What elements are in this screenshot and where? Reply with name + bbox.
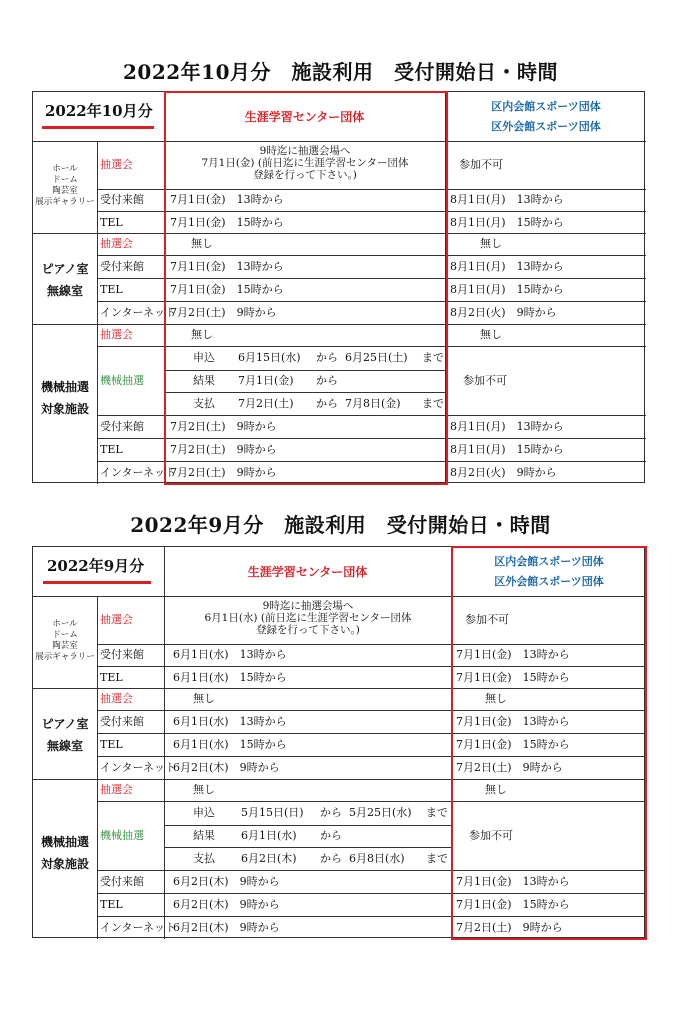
september-step-from: から: [320, 829, 342, 842]
september-machine-row-label: TEL: [100, 898, 123, 911]
september-hall-row-label: TEL: [100, 671, 123, 684]
september-piano-row-label: 抽選会: [100, 692, 133, 705]
september-step-date-to: 6月8日(水): [349, 852, 405, 865]
october-hall-facility: ホール ドーム 陶芸室 展示ギャラリー: [35, 164, 95, 207]
october-step-until: まで: [422, 351, 444, 364]
september-machine-row-sports: 7月2日(土) 9時から: [456, 921, 563, 934]
september-piano-row-sports: 7月1日(金) 15時から: [456, 738, 570, 751]
october-machine-lottery-sports: 無し: [480, 328, 502, 341]
october-machine-row-sports: 8月2日(火) 9時から: [450, 466, 557, 479]
september-machine-row-center: 6月2日(木) 9時から: [173, 898, 280, 911]
september-step-date-from: 6月1日(水): [241, 829, 297, 842]
september-title: 2022年9月分 施設利用 受付開始日・時間: [130, 513, 551, 537]
october-step-date-to: 6月25日(土): [345, 351, 408, 364]
october-machine-row-center: 7月2日(土) 9時から: [170, 420, 277, 433]
october-header-sports-1: 区内会館スポーツ団体: [491, 100, 601, 113]
october-machine-row-label: インターネット: [100, 466, 177, 479]
september-machine-facility: 機械抽選 対象施設: [40, 835, 89, 871]
september-piano-facility: ピアノ室 無線室: [41, 717, 89, 753]
october-machine-row-label: 受付来館: [100, 420, 144, 433]
september-hall-row-sports: 7月1日(金) 13時から: [456, 648, 570, 661]
september-machine-lottery-label: 抽選会: [100, 783, 133, 796]
september-step-date-from: 6月2日(木): [241, 852, 297, 865]
october-step-name: 申込: [193, 351, 215, 364]
october-step-date-to: 7月8日(金): [345, 397, 401, 410]
october-step-date-from: 7月1日(金): [238, 374, 294, 387]
october-piano-row-sports: 8月2日(火) 9時から: [450, 306, 557, 319]
september-piano-row-label: TEL: [100, 738, 123, 751]
september-header-sports-2: 区外会館スポーツ団体: [494, 575, 604, 588]
september-step-until: まで: [426, 806, 448, 819]
october-step-date-from: 7月2日(土): [238, 397, 294, 410]
october-hall-row-center: 7月1日(金) 15時から: [170, 216, 284, 229]
october-machine-facility: 機械抽選 対象施設: [40, 380, 89, 416]
october-header-center: 生涯学習センター団体: [244, 110, 365, 124]
september-month-underline: [43, 581, 151, 584]
october-hall-row-sports: 8月1日(月) 13時から: [450, 193, 564, 206]
september-hall-row-center: 6月1日(水) 13時から: [173, 648, 287, 661]
october-piano-facility: ピアノ室 無線室: [41, 262, 89, 298]
september-hall-row-label: 受付来館: [100, 648, 144, 661]
september-machine-row-center: 6月2日(木) 9時から: [173, 875, 280, 888]
september-machine-row-label: 受付来館: [100, 875, 144, 888]
october-machine-sports: 参加不可: [463, 374, 507, 387]
october-step-name: 結果: [193, 374, 215, 387]
september-hall-facility: ホール ドーム 陶芸室 展示ギャラリー: [35, 619, 95, 662]
september-machine-lottery-type-label: 機械抽選: [100, 829, 144, 842]
september-step-date-to: 5月25日(水): [349, 806, 412, 819]
september-piano-row-center: 6月2日(木) 9時から: [173, 761, 280, 774]
october-machine-lottery-type-label: 機械抽選: [100, 374, 144, 387]
september-step-name: 支払: [193, 852, 215, 865]
october-hall-row-label: 受付来館: [100, 193, 144, 206]
october-step-date-from: 6月15日(水): [238, 351, 301, 364]
october-piano-row-center: 7月1日(金) 13時から: [170, 260, 284, 273]
september-hall-row-center: 6月1日(水) 15時から: [173, 671, 287, 684]
october-hall-row-label: TEL: [100, 216, 123, 229]
october-step-until: まで: [422, 397, 444, 410]
october-header-sports-2: 区外会館スポーツ団体: [491, 120, 601, 133]
october-piano-row-sports: 8月1日(月) 15時から: [450, 283, 564, 296]
october-hall-lottery-center: 9時迄に抽選会場へ 7月1日(金) (前日迄に生涯学習センター団体 登録を行って下さい。): [201, 145, 409, 181]
october-title: 2022年10月分 施設利用 受付開始日・時間: [123, 60, 558, 84]
october-month-underline: [42, 126, 154, 129]
september-hall-lottery-sports: 参加不可: [465, 613, 509, 626]
october-step-from: から: [316, 351, 338, 364]
october-step-from: から: [316, 374, 338, 387]
october-machine-row-label: TEL: [100, 443, 123, 456]
october-table: [32, 91, 645, 483]
september-piano-row-sports: 7月1日(金) 13時から: [456, 715, 570, 728]
october-step-name: 支払: [193, 397, 215, 410]
october-machine-row-sports: 8月1日(月) 15時から: [450, 443, 564, 456]
october-piano-row-label: TEL: [100, 283, 123, 296]
september-header-sports-1: 区内会館スポーツ団体: [494, 555, 604, 568]
september-machine-lottery-sports: 無し: [485, 783, 507, 796]
september-step-until: まで: [426, 852, 448, 865]
october-piano-row-label: 受付来館: [100, 260, 144, 273]
october-piano-row-center: 7月1日(金) 15時から: [170, 283, 284, 296]
october-machine-row-sports: 8月1日(月) 13時から: [450, 420, 564, 433]
september-hall-lottery-center: 9時迄に抽選会場へ 6月1日(水) (前日迄に生涯学習センター団体 登録を行って下さい。): [204, 600, 412, 636]
october-machine-lottery-center: 無し: [191, 328, 213, 341]
september-machine-row-sports: 7月1日(金) 13時から: [456, 875, 570, 888]
october-hall-lottery-label: 抽選会: [100, 158, 133, 171]
october-step-from: から: [316, 397, 338, 410]
september-piano-row-center: 6月1日(水) 15時から: [173, 738, 287, 751]
september-step-from: から: [320, 852, 342, 865]
september-header-center: 生涯学習センター団体: [247, 565, 368, 579]
september-step-date-from: 5月15日(日): [241, 806, 304, 819]
october-machine-lottery-label: 抽選会: [100, 328, 133, 341]
september-machine-row-label: インターネット: [100, 921, 177, 934]
october-piano-row-label: インターネット: [100, 306, 177, 319]
october-machine-row-center: 7月2日(土) 9時から: [170, 466, 277, 479]
october-hall-row-sports: 8月1日(月) 15時から: [450, 216, 564, 229]
september-piano-row-sports: 無し: [485, 692, 507, 705]
september-step-from: から: [320, 806, 342, 819]
october-piano-row-center: 7月2日(土) 9時から: [170, 306, 277, 319]
september-hall-row-sports: 7月1日(金) 15時から: [456, 671, 570, 684]
october-month-label: 2022年10月分: [45, 102, 153, 120]
september-piano-row-label: インターネット: [100, 761, 177, 774]
october-machine-row-center: 7月2日(土) 9時から: [170, 443, 277, 456]
september-machine-row-center: 6月2日(木) 9時から: [173, 921, 280, 934]
september-machine-sports: 参加不可: [469, 829, 513, 842]
september-piano-row-center: 無し: [193, 692, 215, 705]
september-table: [32, 546, 645, 938]
october-piano-row-center: 無し: [191, 237, 213, 250]
september-month-label: 2022年9月分: [47, 557, 145, 575]
september-machine-row-sports: 7月1日(金) 15時から: [456, 898, 570, 911]
october-piano-row-sports: 無し: [480, 237, 502, 250]
october-hall-lottery-sports: 参加不可: [459, 158, 503, 171]
september-machine-lottery-center: 無し: [193, 783, 215, 796]
october-piano-row-sports: 8月1日(月) 13時から: [450, 260, 564, 273]
september-step-name: 結果: [193, 829, 215, 842]
september-hall-lottery-label: 抽選会: [100, 613, 133, 626]
september-piano-row-label: 受付来館: [100, 715, 144, 728]
september-piano-row-center: 6月1日(水) 13時から: [173, 715, 287, 728]
september-step-name: 申込: [193, 806, 215, 819]
october-piano-row-label: 抽選会: [100, 237, 133, 250]
september-piano-row-sports: 7月2日(土) 9時から: [456, 761, 563, 774]
october-hall-row-center: 7月1日(金) 13時から: [170, 193, 284, 206]
